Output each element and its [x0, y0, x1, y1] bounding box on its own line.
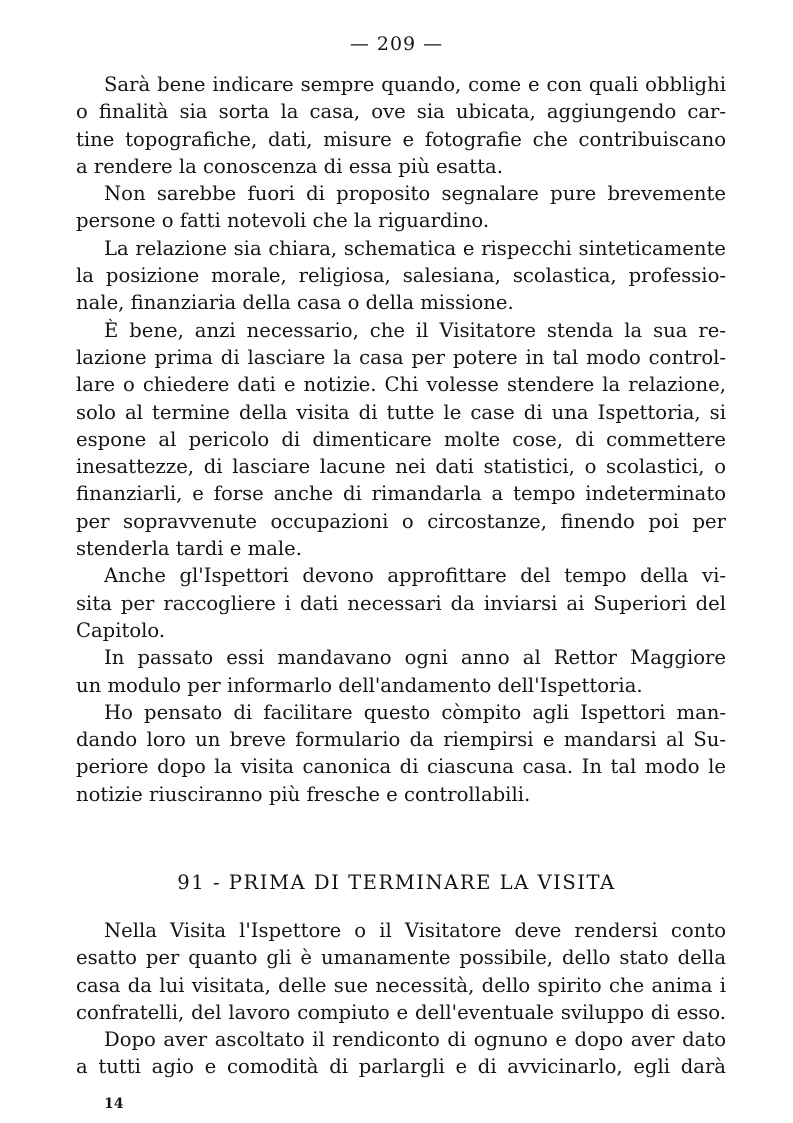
text-line: dando loro un breve formulario da riempirsi e mandarsi al Su- [76, 728, 726, 752]
section-heading: 91 - PRIMA DI TERMINARE LA VISITA [177, 871, 616, 894]
text-line: tine topografiche, dati, misure e fotografie che contribuiscano [76, 127, 726, 151]
printer-signature-mark: 14 [104, 1096, 124, 1112]
text-line: confratelli, del lavoro compiuto e dell'eventuale sviluppo di esso. [76, 1000, 726, 1024]
text-line: Ho pensato di facilitare questo còmpito agli Ispettori man- [104, 700, 726, 724]
text-line: Non sarebbe fuori di proposito segnalare pure brevemente [104, 182, 726, 206]
text-line: sita per raccogliere i dati necessari da inviarsi ai Superiori del [76, 591, 726, 615]
text-line: Nella Visita l'Ispettore o il Visitatore deve rendersi conto [104, 919, 726, 942]
text-line: espone al pericolo di dimenticare molte cose, di commettere [76, 427, 726, 451]
body-text-lower [76, 917, 726, 1081]
text-line: notizie riusciranno più fresche e controllabili. [76, 782, 531, 806]
text-line: lazione prima di lasciare la casa per potere in tal modo control- [76, 345, 726, 369]
text-line: la posizione morale, religiosa, salesiana, scolastica, professio- [76, 264, 726, 288]
text-line: La relazione sia chiara, schematica e rispecchi sinteticamente [104, 236, 726, 260]
text-line: a tutti agio e comodità di parlargli e di avvicinarlo, egli darà [76, 1055, 726, 1079]
text-line: Dopo aver ascoltato il rendiconto di ognuno e dopo aver dato [104, 1028, 726, 1052]
text-line: Capitolo. [76, 618, 166, 642]
text-line: casa da lui visitata, delle sue necessità, dello spirito che anima i [76, 973, 726, 997]
text-line: In passato essi mandavano ogni anno al Rettor Maggiore [104, 646, 726, 670]
text-line: solo al termine della visita di tutte le case di una Ispettoria, si [76, 400, 726, 424]
text-line: persone o fatti notevoli che la riguardino. [76, 209, 490, 233]
page-number: — 209 — [349, 33, 444, 55]
text-line: per sopravvenute occupazioni o circostanze, finendo poi per [76, 509, 726, 533]
body-text-upper [76, 71, 726, 808]
text-line: È bene, anzi necessario, che il Visitatore stenda la sua re- [104, 318, 726, 342]
text-line: Sarà bene indicare sempre quando, come e con quali obblighi [104, 73, 726, 96]
text-line: nale, finanziaria della casa o della missione. [76, 291, 514, 315]
text-line: un modulo per informarlo dell'andamento dell'Ispettoria. [76, 673, 643, 697]
text-line: a rendere la conoscenza di essa più esatta. [76, 154, 503, 178]
text-line: stenderla tardi e male. [76, 537, 302, 561]
text-line: inesattezze, di lasciare lacune nei dati statistici, o scolastici, o [76, 455, 726, 479]
text-line: periore dopo la visita canonica di ciascuna casa. In tal modo le [76, 755, 726, 779]
text-line: Anche gl'Ispettori devono approfittare del tempo della vi- [104, 564, 726, 588]
text-line: o finalità sia sorta la casa, ove sia ubicata, aggiungendo car- [76, 100, 726, 124]
text-line: lare o chiedere dati e notizie. Chi volesse stendere la relazione, [76, 373, 726, 397]
text-line: finanziarli, e forse anche di rimandarla a tempo indeterminato [76, 482, 726, 506]
text-line: esatto per quanto gli è umanamente possibile, dello stato della [76, 946, 726, 970]
